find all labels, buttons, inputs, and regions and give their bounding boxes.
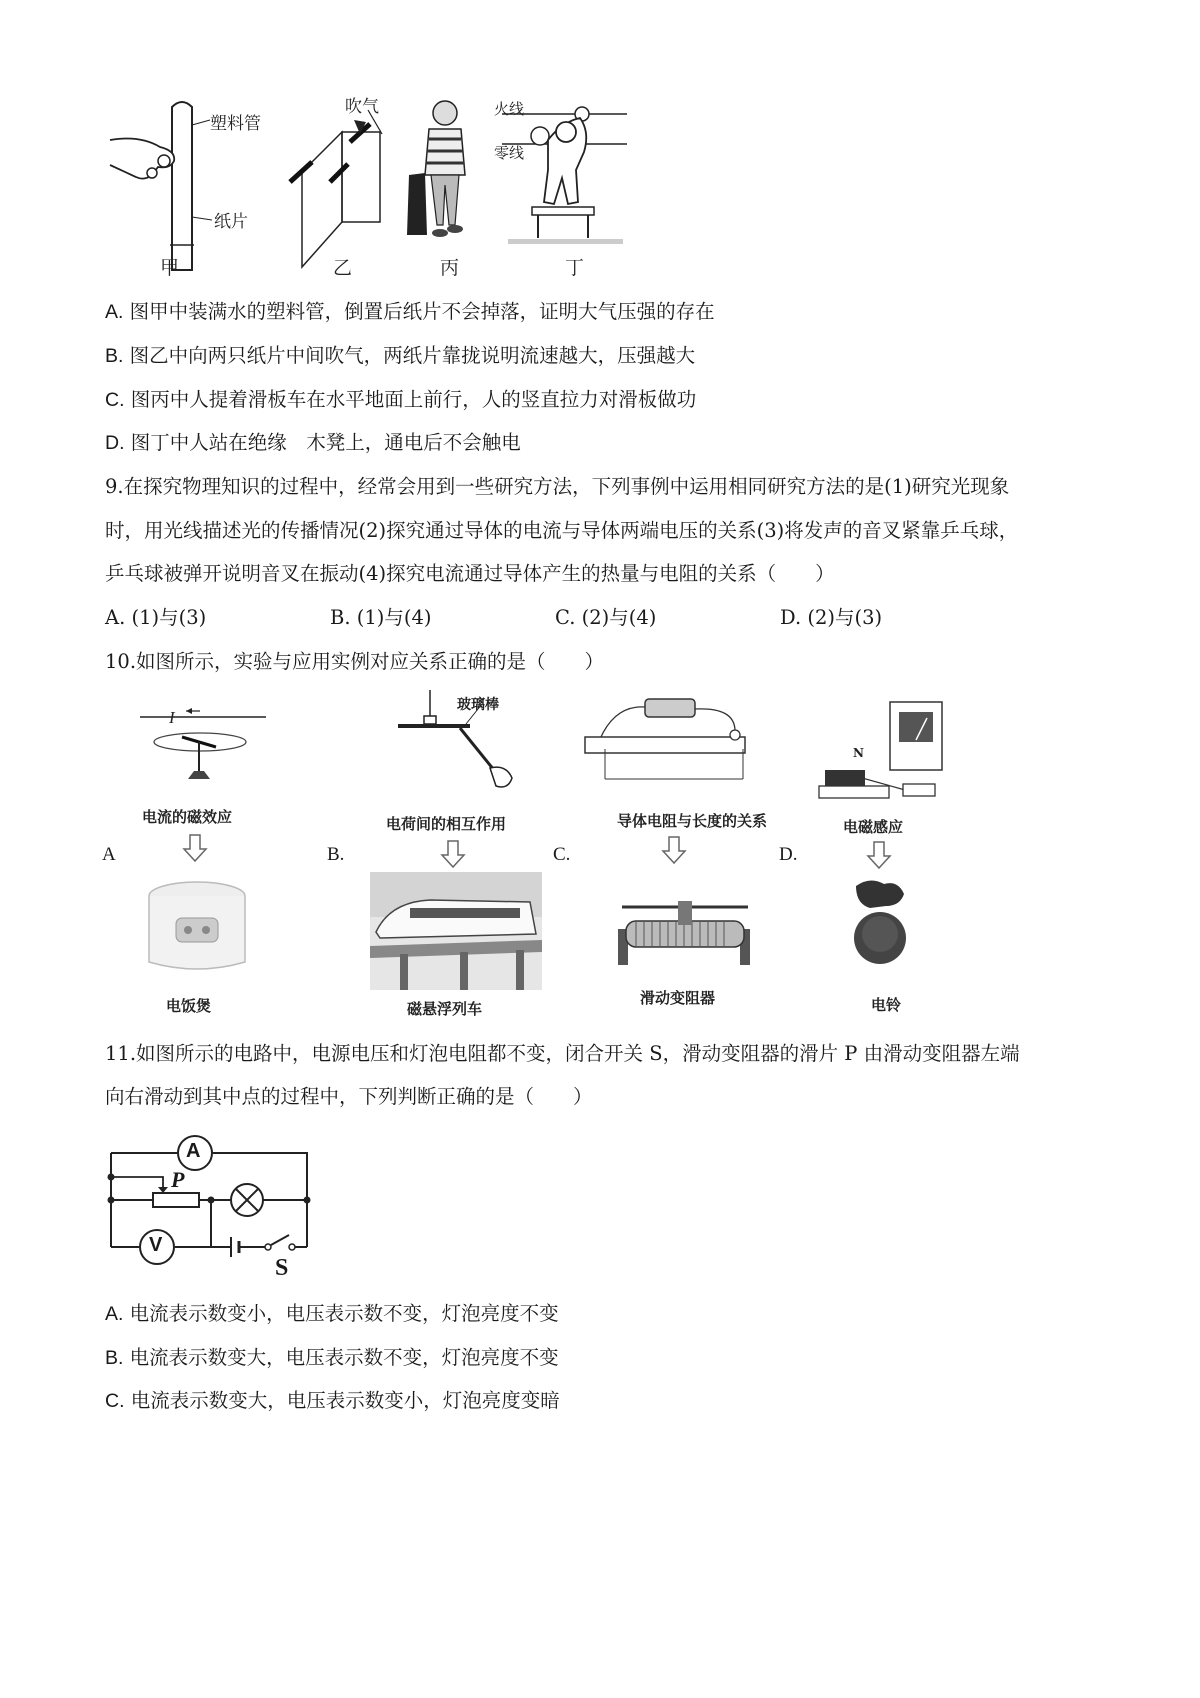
q9-option-c: C. (2)与(4) [555,606,657,629]
glass-rod-label: 玻璃棒 [457,697,499,713]
q9-stem-line-1: 9.在探究物理知识的过程中，经常会用到一些研究方法，下列事例中运用相同研究方法的是(1)研究光现象 [105,475,1010,498]
resistance-length-illustration [585,695,765,795]
q8-option-c: C. 图丙中人提着滑板车在水平地面上前行，人的竖直拉力对滑板做功 [105,388,697,411]
magnet-label: N [853,746,864,760]
figure-jia-label: 甲 [160,257,180,279]
arrow-down-icon [866,840,892,870]
q10-b-application: 磁悬浮列车 [407,1000,483,1018]
q10-a-letter: A [102,844,116,865]
q11-option-a: A. 电流表示数变小，电压表示数不变，灯泡亮度不变 [105,1302,559,1325]
tube-label: 塑料管 [210,114,261,134]
figure-ding-label: 丁 [565,257,585,279]
q11-option-b: B. 电流表示数变大，电压表示数不变，灯泡亮度不变 [105,1346,559,1369]
two-papers-illustration [290,92,410,267]
neutral-wire-label: 零线 [494,144,525,162]
q9-stem-line-3: 乒乓球被弹开说明音叉在振动(4)探究电流通过导体产生的热量与电阻的关系（ ） [105,562,835,585]
electric-bell-image [840,876,920,976]
q11-option-c: C. 电流表示数变大，电压表示数变小，灯泡亮度变暗 [105,1389,560,1412]
q9-option-d: D. (2)与(3) [780,606,883,629]
arrow-down-icon [182,833,208,863]
arrow-down-icon [661,835,687,865]
blow-label: 吹气 [345,97,379,117]
slider-symbol: P [171,1167,185,1192]
person-with-scooter-illustration [405,95,485,245]
q10-a-experiment: 电流的磁效应 [142,808,233,826]
figure-jia [100,95,280,285]
arrow-down-icon [440,839,466,869]
q8-option-b: B. 图乙中向两只纸片中间吹气，两纸片靠拢说明流速越大，压强越大 [105,344,696,367]
circuit-wires [105,1135,325,1275]
q8-option-a: A. 图甲中装满水的塑料管，倒置后纸片不会掉落，证明大气压强的存在 [105,300,715,323]
q9-option-a: A. (1)与(3) [105,606,207,629]
figure-yi-label: 乙 [333,257,353,279]
sliding-rheostat-image [612,893,762,973]
q8-option-d: D. 图丁中人站在绝缘 木凳上，通电后不会触电 [105,431,521,454]
electromagnetic-induction-illustration [815,700,950,810]
magnetic-effect-illustration [138,695,278,785]
q10-c-application: 滑动变阻器 [640,989,716,1007]
q10-d-letter: D. [779,844,798,865]
maglev-train-image [370,872,542,990]
q11-stem-line-1: 11.如图所示的电路中，电源电压和灯泡电阻都不变，闭合开关 S，滑动变阻器的滑片 P 由滑动变阻器左端 [105,1042,1020,1065]
figure-ding [492,92,632,252]
voltmeter-symbol: V [149,1234,163,1256]
figure-bing-label: 丙 [440,257,460,279]
q10-d-experiment: 电磁感应 [843,818,904,836]
paper-label: 纸片 [214,212,248,232]
q10-d-application: 电铃 [871,996,902,1014]
q9-option-b: B. (1)与(4) [330,606,432,629]
q10-b-experiment: 电荷间的相互作用 [386,815,507,833]
figure-yi [290,92,410,267]
figure-bing [405,95,485,245]
q10-c-experiment: 导体电阻与长度的关系 [617,812,768,830]
rice-cooker-image [142,878,252,978]
q9-stem-line-2: 时，用光线描述光的传播情况(2)探究通过导体的电流与导体两端电压的关系(3)将发声的音叉紧靠乒乓球， [105,519,1019,542]
q10-stem: 10.如图所示，实验与应用实例对应关系正确的是（ ） [105,650,605,673]
switch-symbol: S [275,1255,289,1281]
q10-c-letter: C. [553,844,571,865]
ammeter-symbol: A [186,1140,201,1162]
q11-stem-line-2: 向右滑动到其中点的过程中，下列判断正确的是（ ） [105,1085,593,1108]
current-symbol: I [169,708,175,727]
q10-b-letter: B. [327,844,345,865]
q10-a-application: 电饭煲 [166,997,212,1015]
live-wire-label: 火线 [494,100,525,118]
